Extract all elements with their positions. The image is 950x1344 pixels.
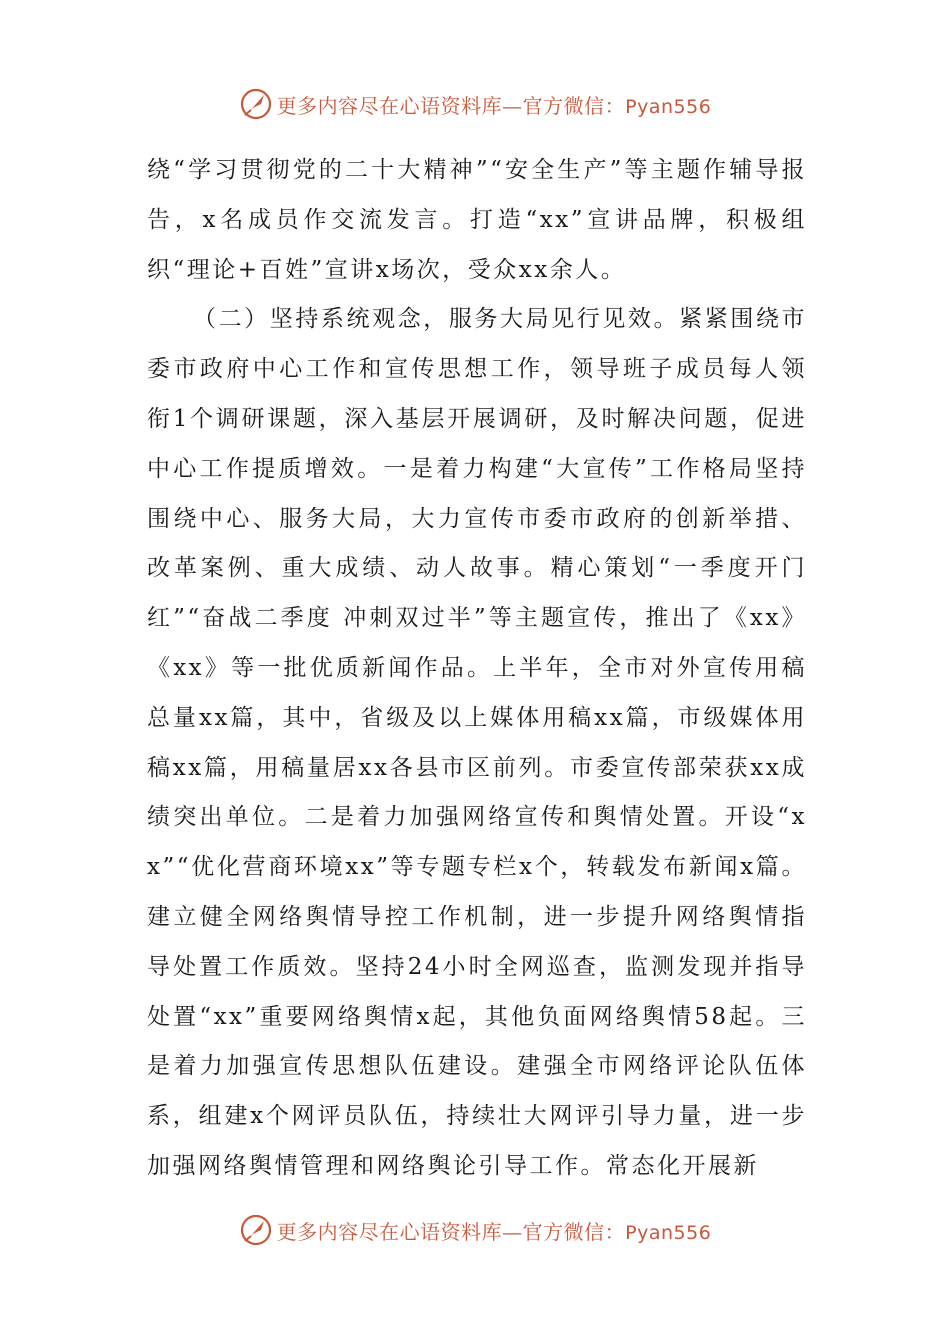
document-body bbox=[147, 146, 807, 1192]
quill-logo-icon bbox=[239, 1213, 273, 1247]
watermark-id: Pyan556 bbox=[625, 95, 712, 118]
watermark-text: 更多内容尽在心语资料库—官方微信：Pyan556 bbox=[276, 1219, 712, 1244]
paragraph-1: 绕“学习贯彻党的二十大精神”“安全生产”等主题作辅导报告，x名成员作交流发言。打造“xx”宣讲品牌，积极组织“理论+百姓”宣讲x场次，受众xx余人。 bbox=[147, 157, 807, 283]
watermark-footer bbox=[0, 1210, 950, 1250]
quill-logo-icon bbox=[239, 87, 273, 121]
paragraph-2: （二）坚持系统观念，服务大局见行见效。紧紧围绕市委市政府中心工作和宣传思想工作，领导班子成员每人领衔1个调研课题，深入基层开展调研，及时解决问题，促进中心工作提质增效。一是着力构建“大宣传”工作格局坚持围绕中心、服务大局，大力宣传市委市政府的创新举措、改革案例、重大成绩、动人故事。精心策划“一季度开门红”“奋战二季度 冲刺双过半”等主题宣传，推出了《xx》《xx》等一批优质新闻作品。上半年，全市对外宣传用稿总量xx篇，其中，省级及以上媒体用稿xx篇，市级媒体用稿xx篇，用稿量居xx各县市区前列。市委宣传部荣获xx成绩突出单位。二是着力加强网络宣传和舆情处置。开设“xx”“优化营商环境xx”等专题专栏x个，转载发布新闻x篇。建立健全网络舆情导控工作机制，进一步提升网络舆情指导处置工作质效。坚持24小时全网巡查，监测发现并指导处置“xx”重要网络舆情x起，其他负面网络舆情58起。三是着力加强宣传思想队伍建设。建强全市网络评论队伍体系，组建x个网评员队伍，持续壮大网评引导力量，进一步加强网络舆情管理和网络舆论引导工作。常态化开展新 bbox=[147, 306, 807, 1179]
watermark-header bbox=[0, 84, 950, 124]
watermark-text: 更多内容尽在心语资料库—官方微信：Pyan556 bbox=[276, 93, 712, 118]
watermark-id: Pyan556 bbox=[625, 1221, 712, 1244]
